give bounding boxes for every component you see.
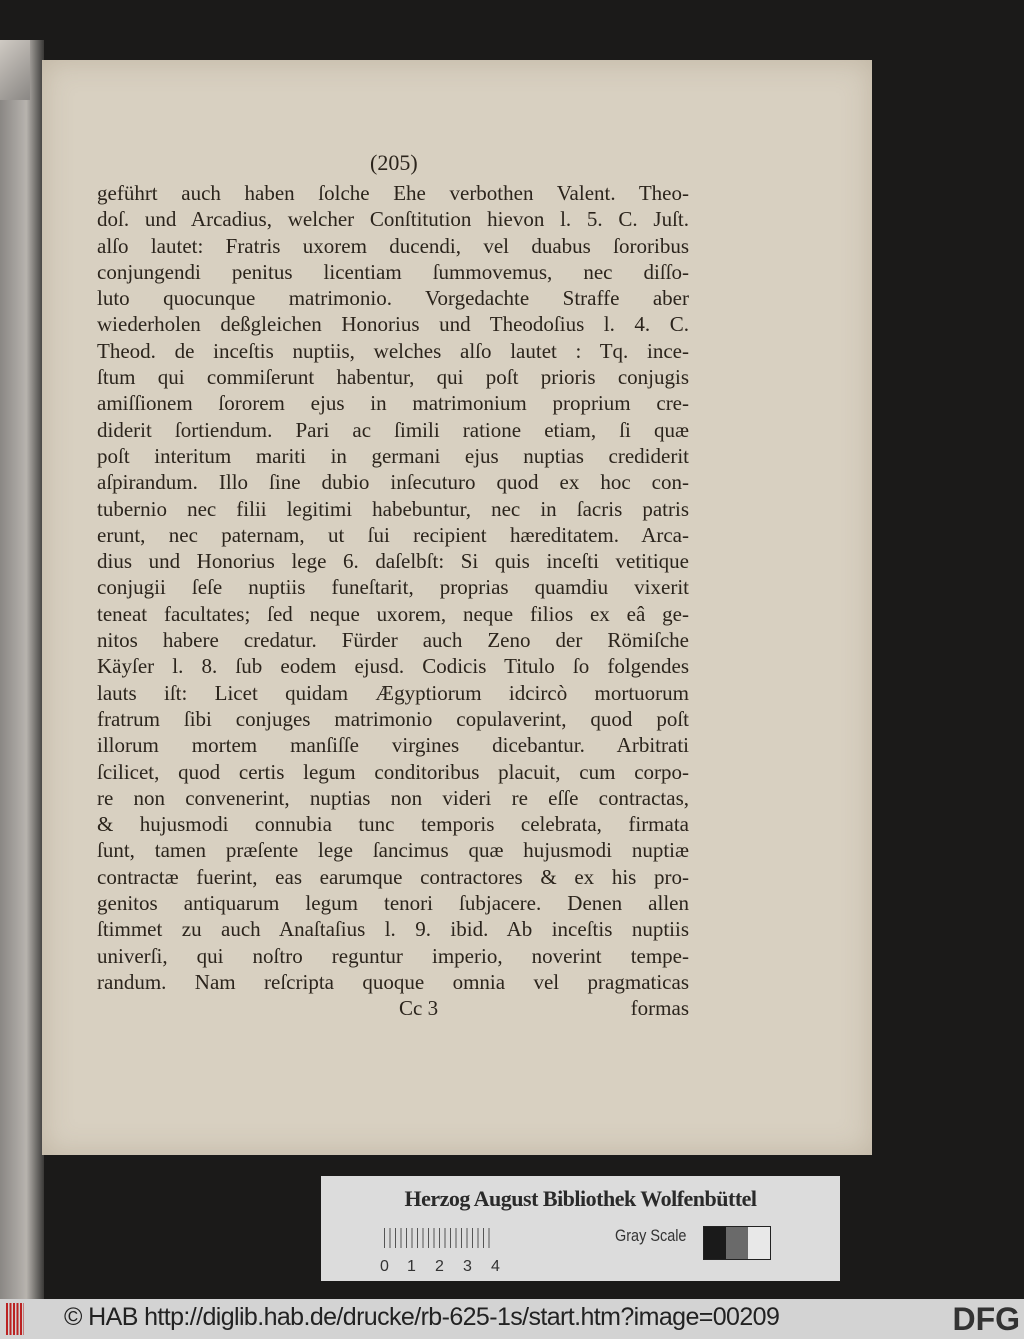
ruler-label: 2: [435, 1258, 444, 1275]
hab-logo-icon: [6, 1303, 24, 1335]
card-title: Herzog August Bibliothek Wolfenbüttel: [404, 1186, 757, 1211]
page-text: [97, 180, 689, 1021]
text-line: conjugii ſeſe nuptiis funeſtarit, proprias quamdiu vixerit: [97, 575, 689, 600]
text-line: contractæ fuerint, eas earumque contractores & ex his pro-: [97, 864, 689, 889]
catchword: formas: [630, 996, 689, 1021]
ruler-label: 0: [380, 1258, 389, 1275]
gray-swatch: [704, 1227, 726, 1259]
library-color-card: [321, 1176, 840, 1281]
gray-swatch: [726, 1227, 748, 1259]
text-line: alſo lautet: Fratris uxorem ducendi, vel duabus ſororibus: [97, 233, 689, 258]
text-line: ſtum qui commiſerunt habentur, qui poſt prioris conjugis: [97, 365, 689, 390]
text-line: luto quocunque matrimonio. Vorgedachte Straffe aber: [97, 286, 689, 311]
text-line: geführt auch haben ſolche Ehe verbothen Valent. Theo-: [97, 181, 689, 205]
page-footer-line: [97, 995, 689, 1021]
text-line: ſcilicet, quod certis legum conditoribus placuit, cum corpo-: [97, 759, 689, 784]
copyright-url: © HAB http://diglib.hab.de/drucke/rb-625-1s/start.htm?image=00209: [64, 1303, 780, 1331]
text-line: ſtimmet zu auch Anaſtaſius l. 9. ibid. Ab inceſtis nuptiis: [97, 917, 689, 942]
text-line: nitos habere credatur. Fürder auch Zeno der Römiſche: [97, 628, 689, 653]
gray-scale-label: Gray Scale: [615, 1226, 687, 1245]
gray-swatch: [748, 1227, 770, 1259]
text-line: poſt interitum mariti in germani ejus nuptias crediderit: [97, 443, 689, 468]
text-line: aſpirandum. Illo ſine dubio inſecuturo quod ex hoc con-: [97, 470, 689, 495]
ruler-label: 4: [491, 1258, 500, 1275]
ruler-scale: [384, 1228, 494, 1248]
text-line: tubernio nec filii legitimi habebuntur, nec in ſacris patris: [97, 496, 689, 521]
text-line: wiederholen deßgleichen Honorius und Theodoſius l. 4. C.: [97, 312, 689, 337]
text-line: Käyſer l. 8. ſub eodem ejusd. Codicis Titulo ſo folgendes: [97, 654, 689, 679]
previous-page-edge: [0, 40, 44, 1300]
ruler-label: 1: [407, 1258, 416, 1275]
text-line: Theod. de inceſtis nuptiis, welches alſo lautet : Tq. ince-: [97, 338, 689, 363]
text-line: randum. Nam reſcripta quoque omnia vel pragmaticas: [97, 969, 689, 994]
text-line: genitos antiquarum legum tenori ſubjacere. Denen allen: [97, 891, 689, 916]
text-line: conjungendi penitus licentiam ſummovemus, nec diſſo-: [97, 259, 689, 284]
text-line: univerſi, qui noſtro reguntur imperio, noverint tempe-: [97, 943, 689, 968]
text-line: doſ. und Arcadius, welcher Conſtitution hievon l. 5. C. Juſt.: [97, 207, 689, 232]
text-line: illorum mortem manſiſſe virgines dicebantur. Arbitrati: [97, 733, 689, 758]
text-line: diderit ſortiendum. Pari ac ſimili ratione etiam, ſi quæ: [97, 417, 689, 442]
text-line: erunt, nec paternam, ut ſui recipient hæreditatem. Arca-: [97, 522, 689, 547]
page-number: (205): [370, 150, 418, 175]
text-line: lauts iſt: Licet quidam Ægyptiorum idcircò mortuorum: [97, 680, 689, 705]
text-line: re non convenerint, nuptias non videri re eſſe contractas,: [97, 785, 689, 810]
text-line: amiſſionem ſororem ejus in matrimonium proprium cre-: [97, 391, 689, 416]
signature-mark: Cc 3: [399, 996, 439, 1021]
text-line: teneat facultates; ſed neque uxorem, neque filios ex eâ ge-: [97, 601, 689, 626]
text-line: dius und Honorius lege 6. daſelbſt: Si quis inceſti vetitique: [97, 549, 689, 574]
dfg-logo: DFG: [952, 1301, 1020, 1337]
gray-scale-swatches: [703, 1226, 771, 1260]
text-line: ſunt, tamen præſente lege ſancimus quæ hujusmodi nuptiæ: [97, 838, 689, 863]
previous-page-corner: [0, 40, 30, 100]
footer-bar: [0, 1299, 1024, 1339]
text-line: & hujusmodi connubia tunc temporis celebrata, firmata: [97, 812, 689, 837]
text-line: fratrum ſibi conjuges matrimonio copulaverint, quod poſt: [97, 706, 689, 731]
ruler-label: 3: [463, 1258, 472, 1275]
